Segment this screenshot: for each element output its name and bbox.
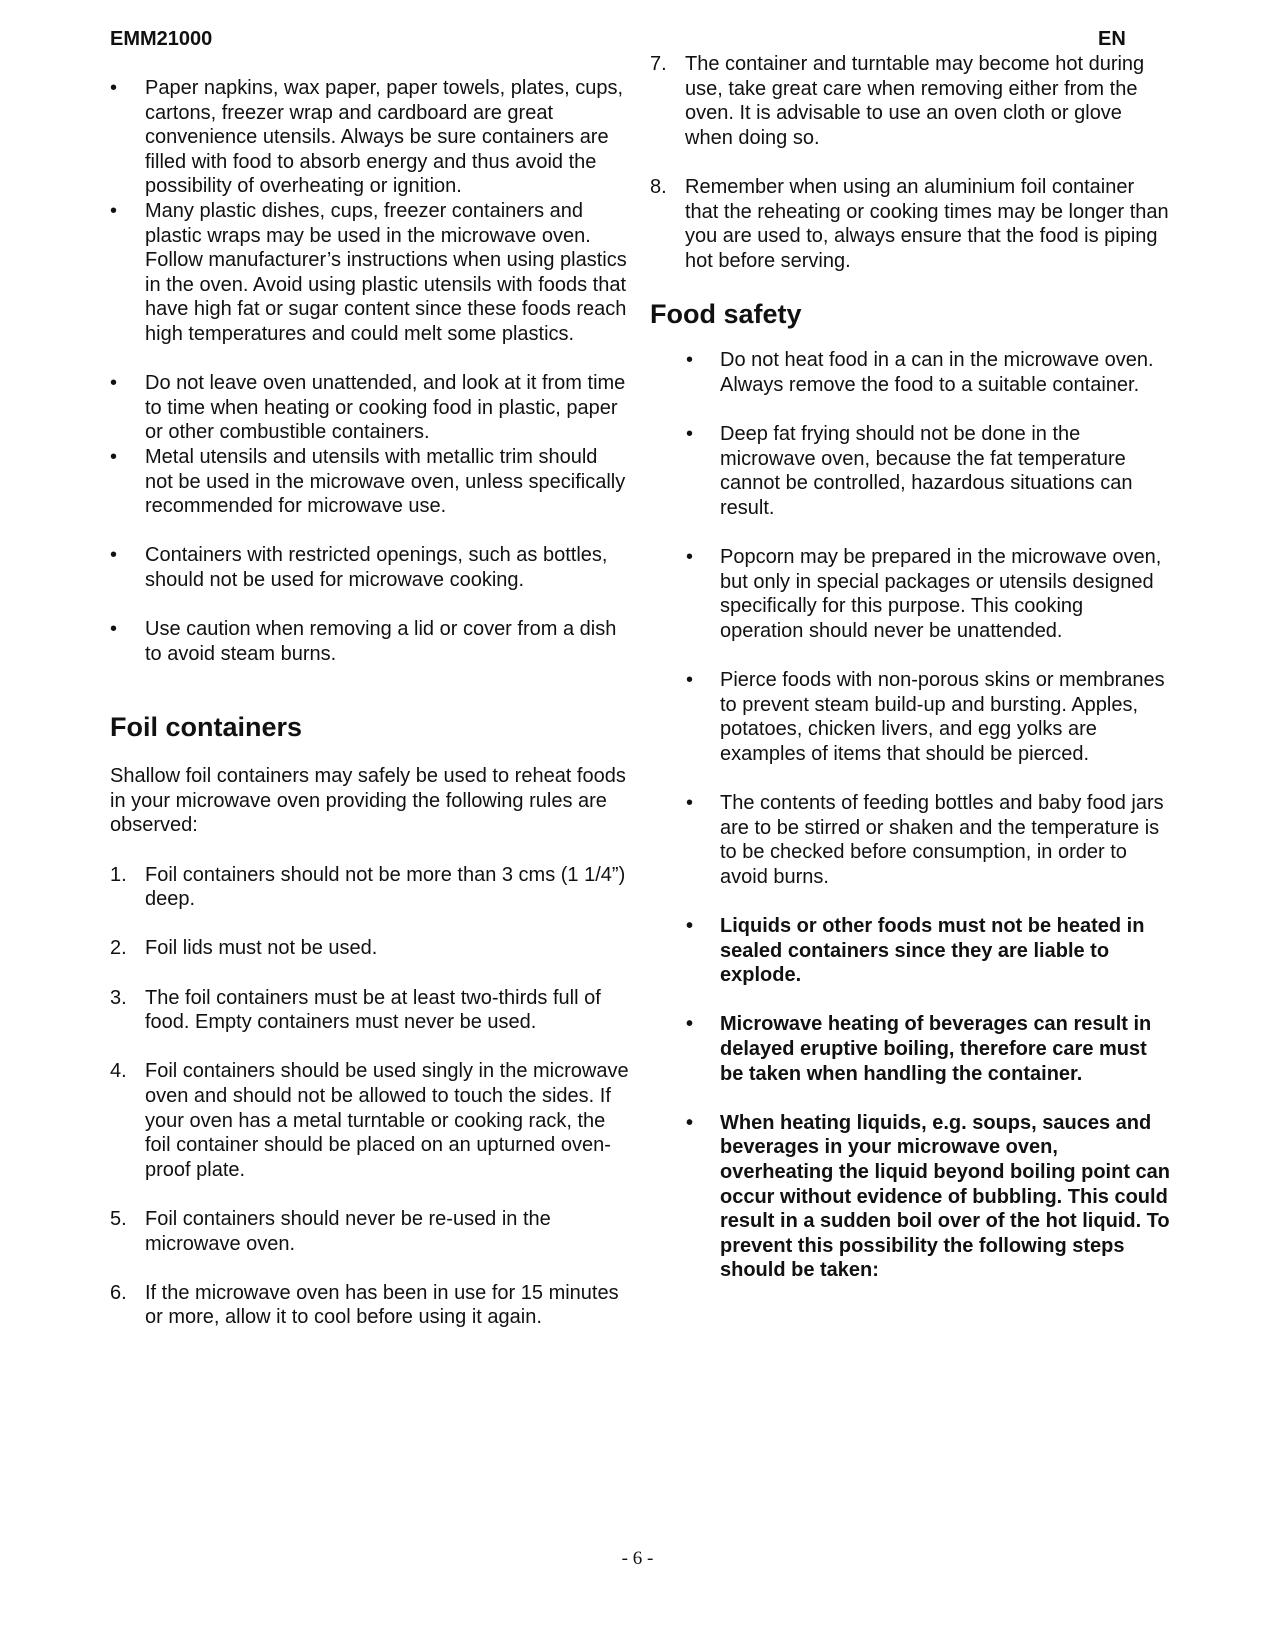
list-item: 5. Foil containers should never be re-used in the microwave oven.: [110, 1207, 551, 1255]
list-item: 1. Foil containers should not be more than 3 cms (1 1/4”) deep.: [110, 863, 626, 911]
list-item: • Deep fat frying should not be done in the microwave oven, because the fat temperature cannot be controlled, hazardous situations can result.: [686, 423, 1133, 519]
bullet-icon: •: [686, 349, 694, 372]
list-item: • Paper napkins, wax paper, paper towels, plates, cups, cartons, freezer wrap and cardboard are great convenience utensils. Always be sure containers are filled with food to absorb energy and thus avoid the possibility of overheating or ignition.: [110, 77, 624, 198]
list-item: 2. Foil lids must not be used.: [110, 937, 378, 960]
list-item: • Use caution when removing a lid or cover from a dish to avoid steam burns.: [110, 618, 617, 665]
foil-intro: Shallow foil containers may safely be used to reheat foods in your microwave oven providing the following rules are observed:: [110, 765, 626, 837]
bullet-icon: •: [110, 77, 118, 99]
food-safety-list: [650, 348, 1170, 1283]
right-column: [650, 52, 1170, 1283]
foil-rules-list-continued: [650, 52, 1170, 273]
bullet-icon: •: [686, 915, 694, 937]
list-item-warning: • When heating liquids, e.g. soups, sauces and beverages in your microwave oven, overheating the liquid beyond boiling point can occur without evidence of bubbling. This could result in a sudden boil over of the hot liquid. To prevent this possibility the following steps should be taken:: [686, 1111, 1170, 1282]
list-item-warning: • Microwave heating of beverages can result in delayed eruptive boiling, therefore care must be taken when handling the container.: [686, 1013, 1152, 1085]
bullet-icon: •: [686, 546, 694, 569]
bullet-icon: •: [686, 669, 694, 692]
list-item: • Popcorn may be prepared in the microwave oven, but only in special packages or utensils designed specifically for this purpose. This cooking operation should never be unattended.: [686, 546, 1162, 642]
list-item: • Metal utensils and utensils with metallic trim should not be used in the microwave oven, unless specifically recommended for microwave use.: [110, 445, 626, 518]
food-safety-heading: Food safety: [650, 299, 802, 330]
left-column: [110, 76, 630, 1330]
bullet-icon: •: [686, 792, 694, 815]
page-number: - 6 -: [621, 1548, 654, 1569]
foil-containers-heading: Foil containers: [110, 712, 303, 743]
list-item: • Containers with restricted openings, such as bottles, should not be used for microwave cooking.: [110, 544, 608, 591]
list-item: • Pierce foods with non-porous skins or membranes to prevent steam build-up and bursting. Apples, potatoes, chicken livers, and egg yolks are examples of items that should be pierced.: [686, 669, 1165, 765]
list-item: 7. The container and turntable may become hot during use, take great care when removing either from the oven. It is advisable to use an oven cloth or glove when doing so.: [650, 53, 1145, 149]
model-number: EMM21000: [110, 28, 213, 50]
list-item-warning: • Liquids or other foods must not be heated in sealed containers since they are liable to explode.: [686, 915, 1145, 987]
bullet-icon: •: [110, 618, 118, 641]
list-item: • Many plastic dishes, cups, freezer containers and plastic wraps may be used in the microwave oven. Follow manufacturer’s instructions when using plastics in the oven. Avoid using plastic utensils with foods that have high fat or sugar content since these foods reach high temperatures and could melt some plastics.: [110, 199, 627, 345]
bullet-icon: •: [110, 445, 118, 468]
bullet-icon: •: [686, 423, 694, 446]
bullet-icon: •: [110, 199, 118, 222]
list-item: 4. Foil containers should be used singly in the microwave oven and should not be allowed to touch the sides. If your oven has a metal turntable or cooking rack, the foil container should be placed on an upturned oven-proof plate.: [110, 1060, 629, 1181]
foil-rules-list: [110, 863, 630, 1330]
bullet-icon: •: [686, 1013, 694, 1036]
bullet-icon: •: [110, 544, 118, 567]
utensil-list: [110, 76, 630, 666]
bullet-icon: •: [110, 372, 118, 395]
language-code: EN: [1098, 28, 1126, 50]
list-item: • Do not leave oven unattended, and look at it from time to time when heating or cooking food in plastic, paper or other combustible containers.: [110, 372, 626, 444]
bullet-icon: •: [686, 1111, 694, 1134]
list-item: 3. The foil containers must be at least two-thirds full of food. Empty containers must never be used.: [110, 986, 601, 1034]
list-item: 8. Remember when using an aluminium foil container that the reheating or cooking times may be longer than you are used to, always ensure that the food is piping hot before serving.: [650, 175, 1169, 272]
list-item: 6. If the microwave oven has been in use for 15 minutes or more, allow it to cool before using it again.: [110, 1281, 619, 1329]
list-item: • Do not heat food in a can in the microwave oven. Always remove the food to a suitable container.: [686, 349, 1154, 396]
list-item: • The contents of feeding bottles and baby food jars are to be stirred or shaken and the temperature is to be checked before consumption, in order to avoid burns.: [686, 792, 1164, 888]
